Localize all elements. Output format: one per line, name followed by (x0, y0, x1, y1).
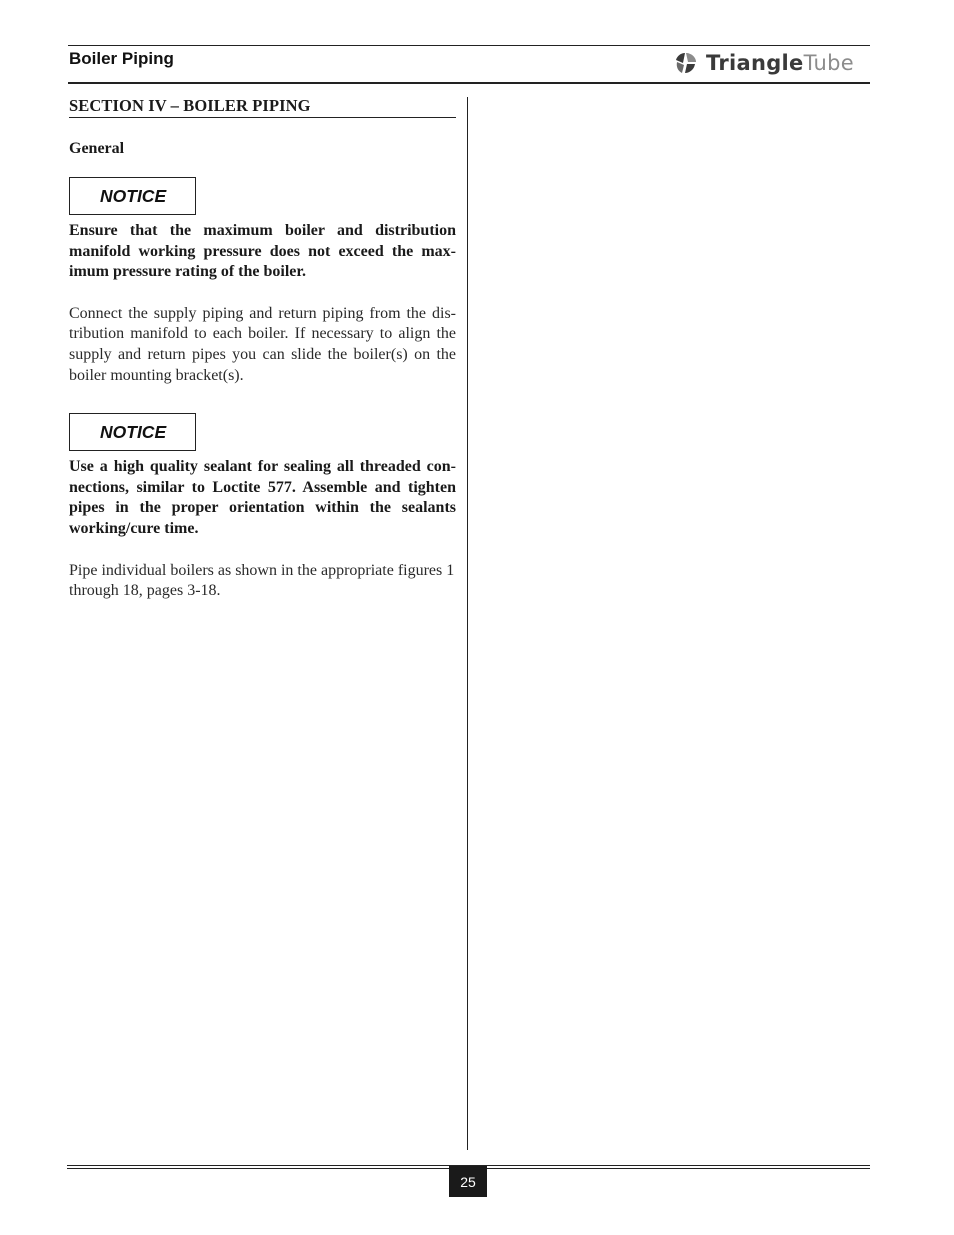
logo-wordmark (706, 50, 854, 75)
body-paragraph: Connect the supply piping and return piping from the distribution manifold to each boiler. If necessary to align the supply and return pipes you can slide the boiler(s) on the boiler mounting bracket(s). (69, 304, 456, 384)
notice-label-box: NOTICE (69, 413, 196, 451)
left-column (69, 96, 456, 602)
body-paragraph: Pipe individual boilers as shown in the appropriate figures 1 through 18, pages 3-18. (69, 561, 455, 600)
subheading-general: General (69, 140, 125, 157)
page-header-title: Boiler Piping (69, 49, 174, 68)
logo-text-tube: Tube (803, 50, 854, 75)
page-number: 25 (449, 1166, 487, 1197)
notice-text: Ensure that the maximum boiler and distribution manifold working pressure does not exceed the maximum pressure rating of the boiler. (69, 222, 456, 281)
notice-text: Use a high quality sealant for sealing all threaded connections, similar to Loctite 577. Assemble and tighten pipes in the proper orientation within the sealants working/cure time. (69, 458, 456, 537)
brand-logo (674, 50, 854, 76)
notice-label-box: NOTICE (69, 177, 196, 215)
logo-text-triangle: Triangle (706, 50, 804, 75)
header-bottom-rule (68, 82, 870, 84)
column-divider (467, 97, 468, 1150)
triangle-tube-logo-icon (674, 51, 698, 75)
section-title: SECTION IV – BOILER PIPING (69, 96, 456, 118)
header-top-rule (68, 45, 870, 46)
